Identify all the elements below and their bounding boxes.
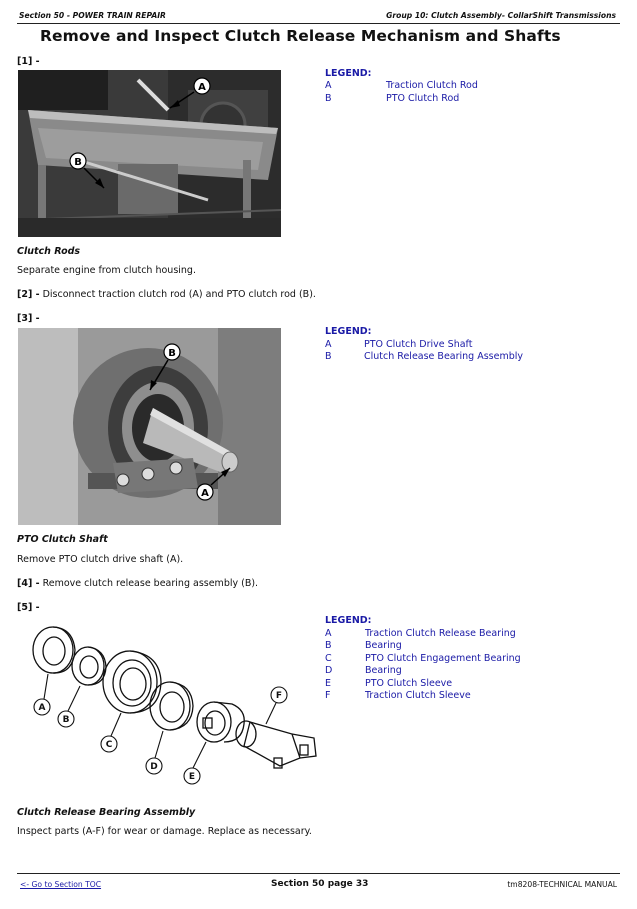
footer-divider [17, 873, 620, 874]
drawing-callout-b: B [62, 715, 70, 725]
legend-3-row [325, 628, 516, 639]
bearing-assembly-drawing [18, 618, 328, 790]
section-toc-link[interactable]: <- Go to Section TOC [20, 880, 102, 889]
legend-key: A [325, 80, 332, 91]
legend-2-row [325, 351, 523, 362]
legend-key: C [325, 653, 332, 664]
clutch-rods-illustration [18, 70, 281, 237]
clutch-rods-photo [18, 70, 281, 237]
legend-text: PTO Clutch Drive Shaft [364, 339, 473, 350]
photo2-callout-a: A [201, 488, 209, 499]
step-1-label: [1] - [17, 56, 40, 67]
legend-text: PTO Clutch Engagement Bearing [365, 653, 521, 664]
header-group: Group 10: Clutch Assembly- CollarShift Transmissions [386, 11, 616, 20]
legend-key: F [325, 690, 331, 701]
legend-3-row [325, 640, 402, 651]
legend-2-title: LEGEND: [325, 326, 372, 337]
legend-text: Bearing [365, 665, 402, 676]
legend-text: Traction Clutch Sleeve [365, 690, 471, 701]
legend-text: PTO Clutch Sleeve [365, 678, 453, 689]
legend-key: B [325, 93, 332, 104]
pto-shaft-photo [18, 328, 281, 525]
photo1-callout-a: A [198, 82, 206, 93]
legend-key: E [325, 678, 332, 689]
step-3-text: Remove PTO clutch drive shaft (A). [17, 554, 184, 565]
step-4-row [17, 578, 258, 589]
step-2-label: [2] - [17, 289, 40, 300]
legend-3-row [325, 665, 402, 676]
legend-key: B [325, 351, 332, 362]
caption-pto-clutch-shaft: PTO Clutch Shaft [17, 534, 108, 545]
legend-text: Clutch Release Bearing Assembly [364, 351, 524, 362]
caption-bearing-assembly: Clutch Release Bearing Assembly [17, 807, 196, 818]
legend-text: PTO Clutch Rod [386, 93, 460, 104]
legend-text: Traction Clutch Rod [386, 80, 478, 91]
step-4-label: [4] - [17, 578, 40, 589]
caption-clutch-rods: Clutch Rods [17, 246, 81, 257]
legend-key: D [325, 665, 333, 676]
photo1-callout-b: B [74, 157, 82, 168]
pto-shaft-illustration [18, 328, 281, 525]
page-title: Remove and Inspect Clutch Release Mechanism and Shafts [40, 27, 561, 45]
step-1-text: Separate engine from clutch housing. [17, 265, 196, 276]
step-5-text: Inspect parts (A-F) for wear or damage. Replace as necessary. [17, 826, 312, 837]
drawing-callout-d: D [150, 762, 158, 772]
legend-3-row [325, 690, 471, 701]
legend-3-row [325, 678, 452, 689]
header-divider [17, 23, 620, 24]
legend-3-title: LEGEND: [325, 615, 372, 626]
legend-key: A [325, 339, 332, 350]
step-5-label: [5] - [17, 602, 40, 613]
step-3-label: [3] - [17, 313, 40, 324]
drawing-callout-e: E [188, 772, 196, 782]
legend-key: A [325, 628, 332, 639]
legend-text: Bearing [365, 640, 402, 651]
legend-1-row [325, 80, 478, 91]
drawing-callout-a: A [38, 703, 46, 713]
legend-key: B [325, 640, 332, 651]
manual-id: tm8208-TECHNICAL MANUAL [507, 880, 617, 889]
step-2-text: Disconnect traction clutch rod (A) and PTO clutch rod (B). [42, 289, 316, 300]
page-number: Section 50 page 33 [271, 879, 369, 889]
drawing-callout-f: F [275, 691, 283, 701]
legend-text: Traction Clutch Release Bearing [365, 628, 516, 639]
header-section: Section 50 - POWER TRAIN REPAIR [19, 11, 166, 20]
legend-3-row [325, 653, 521, 664]
bearing-exploded-view [18, 618, 328, 790]
legend-2-row [325, 339, 472, 350]
legend-1-row [325, 93, 459, 104]
legend-1-title: LEGEND: [325, 68, 372, 79]
step-4-text: Remove clutch release bearing assembly (B). [42, 578, 259, 589]
drawing-callout-c: C [105, 740, 113, 750]
photo2-callout-b: B [168, 348, 176, 359]
step-2-row [17, 289, 316, 300]
